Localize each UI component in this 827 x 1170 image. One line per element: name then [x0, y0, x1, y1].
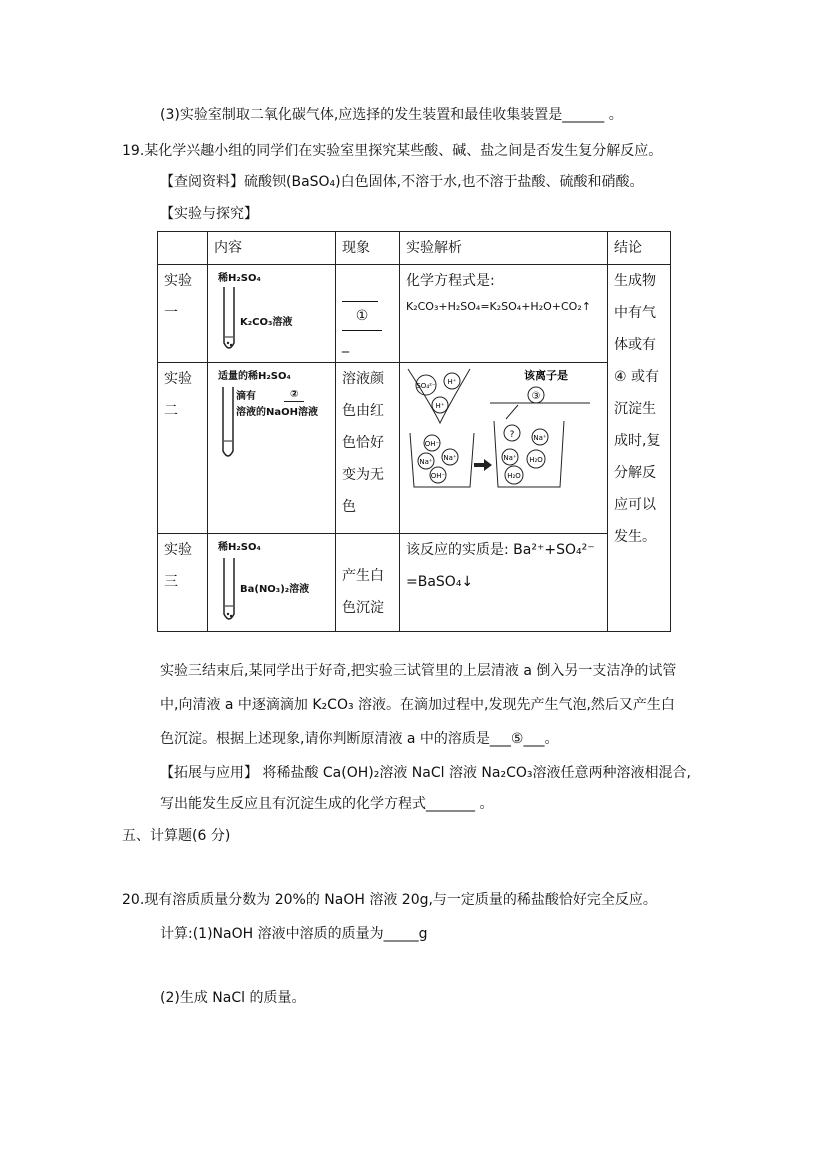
q19-ext1: 【拓展与应用】 将稀盐酸 Ca(OH)₂溶液 NaCl 溶液 Na₂CO₃溶液任意两种溶液相混合,	[160, 765, 691, 781]
q19-para3: 色沉淀。根据上述现象,请你判断原清液 a 中的溶质是___⑤___。	[160, 731, 559, 747]
tube-top-label: 稀H₂SO₄	[218, 273, 261, 284]
table-row	[158, 363, 671, 534]
tube-top-label: 适量的稀H₂SO₄	[218, 371, 291, 382]
analysis-3: 该反应的实质是: Ba²⁺+SO₄²⁻=BaSO₄↓	[400, 534, 608, 632]
table-row	[158, 265, 671, 363]
ion-label: OH⁻	[430, 472, 446, 480]
tube-mid-label: 滴有	[236, 391, 256, 402]
q19-intro: 19.某化学兴趣小组的同学们在实验室里探究某些酸、碱、盐之间是否发生复分解反应。	[122, 143, 663, 159]
row-name: 实验一	[158, 265, 208, 363]
row-name: 实验三	[158, 534, 208, 632]
tube-diagram-2	[208, 363, 336, 534]
ion-label: Na⁺	[533, 434, 547, 442]
tube-top-label: 稀H₂SO₄	[218, 542, 261, 553]
q19-ext2: 写出能发生反应且有沉淀生成的化学方程式_______ 。	[160, 796, 494, 812]
ion-label: Na⁺	[503, 454, 517, 462]
q19-para1: 实验三结束后,某同学出于好奇,把实验三试管里的上层清液 a 倒入另一支洁净的试管	[160, 663, 677, 679]
header-empty	[158, 232, 208, 265]
ion-label: Na⁺	[419, 458, 433, 466]
section-5-title: 五、计算题(6 分)	[122, 828, 231, 844]
q20-intro: 20.现有溶质质量分数为 20%的 NaOH 溶液 20g,与一定质量的稀盐酸恰好完全反应。	[122, 892, 657, 908]
table-header-row	[158, 232, 671, 265]
analysis-1	[400, 265, 608, 363]
tube-bottom-label: 溶液的NaOH溶液	[236, 407, 318, 418]
table-row	[158, 534, 671, 632]
blank-3[interactable]: ③	[531, 391, 541, 402]
ion-label: SO₄²⁻	[416, 382, 436, 390]
experiment-table	[157, 231, 671, 632]
tube-diagram-3	[208, 534, 336, 632]
ion-reaction-diagram	[400, 363, 606, 521]
conclusion-cell: 生成物中有气体或有 ④ 或有沉淀生成时,复分解反应可以发生。	[608, 265, 671, 632]
header-conclusion: 结论	[608, 232, 671, 265]
test-tube-icon	[218, 285, 242, 357]
test-tube-icon	[218, 556, 242, 628]
blank-2[interactable]: ②	[284, 389, 304, 402]
q20-part2: (2)生成 NaCl 的质量。	[160, 990, 306, 1006]
q18-part3: (3)实验室制取二氧化碳气体,应选择的发生装置和最佳收集装置是______ 。	[160, 107, 623, 123]
test-tube-icon	[218, 385, 238, 465]
ion-label: H⁺	[447, 378, 457, 386]
tube-diagram-1	[208, 265, 336, 363]
blank-1[interactable]: ①	[342, 302, 382, 331]
ion-label: H₂O	[529, 456, 543, 464]
header-phenomenon: 现象	[336, 232, 400, 265]
phenomenon-text: 产生白色沉淀	[342, 568, 384, 616]
ion-label: H⁺	[435, 402, 445, 410]
analysis-title: 化学方程式是:	[406, 273, 495, 289]
ion-label: ?	[509, 430, 515, 440]
header-analysis: 实验解析	[400, 232, 608, 265]
q19-para2: 中,向清液 a 中逐滴滴加 K₂CO₃ 溶液。在滴加过程中,发现先产生气泡,然后又产生白	[160, 697, 675, 713]
phenomenon-3	[336, 534, 400, 632]
ion-label: Na⁺	[443, 454, 457, 462]
diagram-label: 该离子是	[524, 369, 568, 382]
ion-label: OH⁻	[424, 440, 440, 448]
analysis-equation: K₂CO₃+H₂SO₄=K₂SO₄+H₂O+CO₂↑	[406, 300, 591, 313]
q19-section-title: 【实验与探究】	[160, 206, 258, 222]
q20-part1: 计算:(1)NaOH 溶液中溶质的质量为_____g	[160, 926, 428, 942]
q19-info: 【查阅资料】硫酸钡(BaSO₄)白色固体,不溶于水,也不溶于盐酸、硫酸和硝酸。	[160, 174, 644, 190]
phenomenon-2: 溶液颜色由红色恰好变为无色	[336, 363, 400, 534]
ion-label: H₂O	[507, 472, 521, 480]
phenomenon-1: ① _	[336, 265, 400, 363]
header-content: 内容	[208, 232, 336, 265]
tube-bottom-label: Ba(NO₃)₂溶液	[240, 584, 310, 595]
tube-bottom-label: K₂CO₃溶液	[240, 317, 293, 328]
row-name: 实验二	[158, 363, 208, 534]
ion-diagram	[400, 363, 608, 534]
